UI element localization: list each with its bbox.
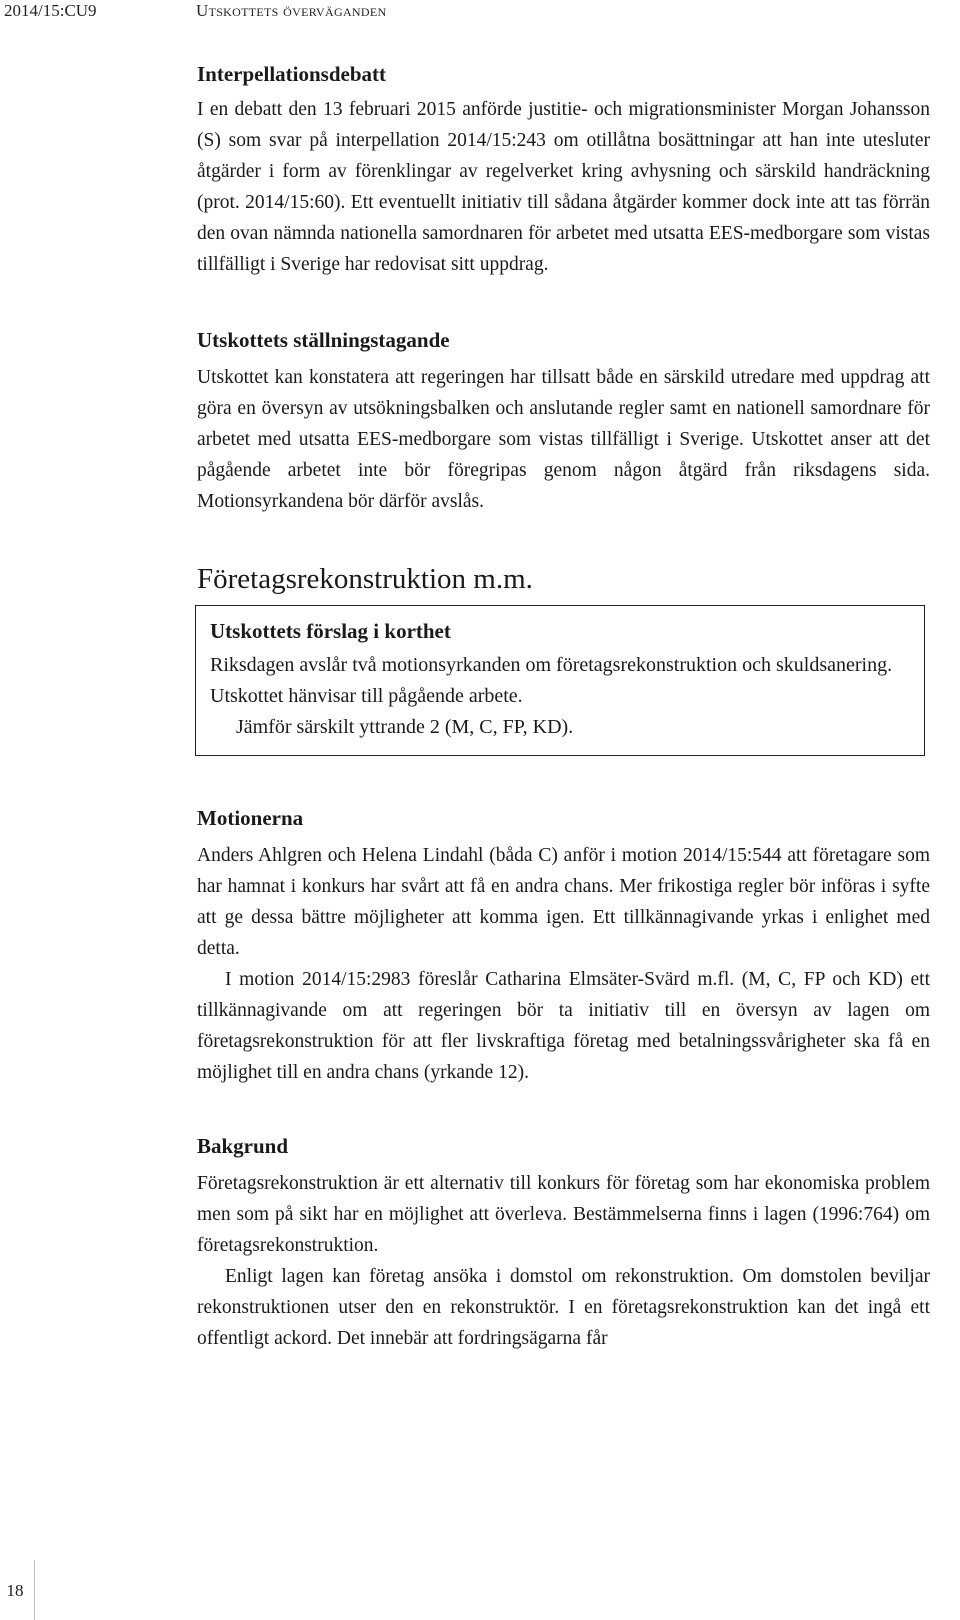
summary-box-reference: Jämför särskilt yttrande 2 (M, C, FP, KD). (236, 716, 574, 738)
main-content (197, 60, 930, 1354)
document-id: 2014/15:CU9 (4, 1, 97, 20)
summary-box-heading: Utskottets förslag i korthet (210, 619, 451, 643)
section-heading: Bakgrund (197, 1134, 289, 1158)
body-paragraph: I en debatt den 13 februari 2015 anförde justitie- och migrationsminister Morgan Johansson (S) som svar på interpellation 2014/15:243 om otillåtna bosättningar att han inte utesluter åtgärder i form av förenklingar av regelverket kring avhysning och särskild handräckning (prot. 2014/15:60). Ett eventuellt initiativ till sådana åtgärder kommer dock inte att tas förrän den ovan nämnda nationella samordnaren för arbetet med utsatta EES-medborgare som vistas tillfälligt i Sverige har redovisat sitt uppdrag. (197, 99, 930, 275)
section-heading: Utskottets ställningstagande (197, 328, 450, 352)
section-motionerna (197, 804, 930, 1088)
major-section-heading: Företagsrekonstruktion m.m. (197, 563, 533, 595)
body-paragraph: I motion 2014/15:2983 föreslår Catharina Elmsäter-Svärd m.fl. (M, C, FP och KD) ett tillkännagivande om att regeringen bör ta initiativ till en översyn av lagen om företagsrekonstruktion för att fler livskraftiga företag med betalningssvårigheter ska få en möjlighet till en andra chans (yrkande 12). (197, 969, 930, 1083)
running-section-title: Utskottets överväganden (196, 1, 387, 20)
section-bakgrund (197, 1132, 930, 1354)
body-paragraph: Anders Ahlgren och Helena Lindahl (båda C) anför i motion 2014/15:544 att företagare som har hamnat i konkurs har svårt att få en andra chans. Mer frikostiga regler bör införas i syfte att ge dessa bättre möjligheter att komma igen. Ett tillkännagivande yrkas i enlighet med detta. (197, 845, 930, 959)
body-paragraph: Enligt lagen kan företag ansöka i domstol om rekonstruktion. Om domstolen beviljar rekonstruktionen utser den en rekonstruktör. I en företagsrekonstruktion kan det ingå ett offentligt ackord. Det innebär att fordringsägarna får (197, 1266, 930, 1349)
summary-box (195, 605, 925, 756)
section-utskottets-stallningstagande (197, 326, 930, 517)
body-paragraph: Företagsrekonstruktion är ett alternativ till konkurs för företag som har ekonomiska problem men som på sikt har en möjlighet att överleva. Bestämmelserna finns i lagen (1996:764) om företagsrekonstruktion. (197, 1173, 930, 1256)
section-interpellationsdebatt (197, 60, 930, 280)
margin-rule (34, 1560, 35, 1620)
section-heading: Interpellationsdebatt (197, 62, 386, 86)
section-foretagsrekonstruktion (197, 561, 930, 756)
body-paragraph: Utskottet kan konstatera att regeringen har tillsatt både en särskild utredare med uppdrag att göra en översyn av utsökningsbalken och anslutande regler samt en nationell samordnare för arbetet med utsatta EES-medborgare som vistas tillfälligt i Sverige. Utskottet anser att det pågående arbetet inte bör föregripas genom någon åtgärd från riksdagens sida. Motionsyrkandena bör därför avslås. (197, 367, 930, 512)
summary-box-text: Riksdagen avslår två motionsyrkanden om företagsrekonstruktion och skuldsanering. Utskottet hänvisar till pågående arbete. (210, 654, 893, 707)
section-heading: Motionerna (197, 806, 304, 830)
page-number: 18 (6, 1581, 24, 1600)
